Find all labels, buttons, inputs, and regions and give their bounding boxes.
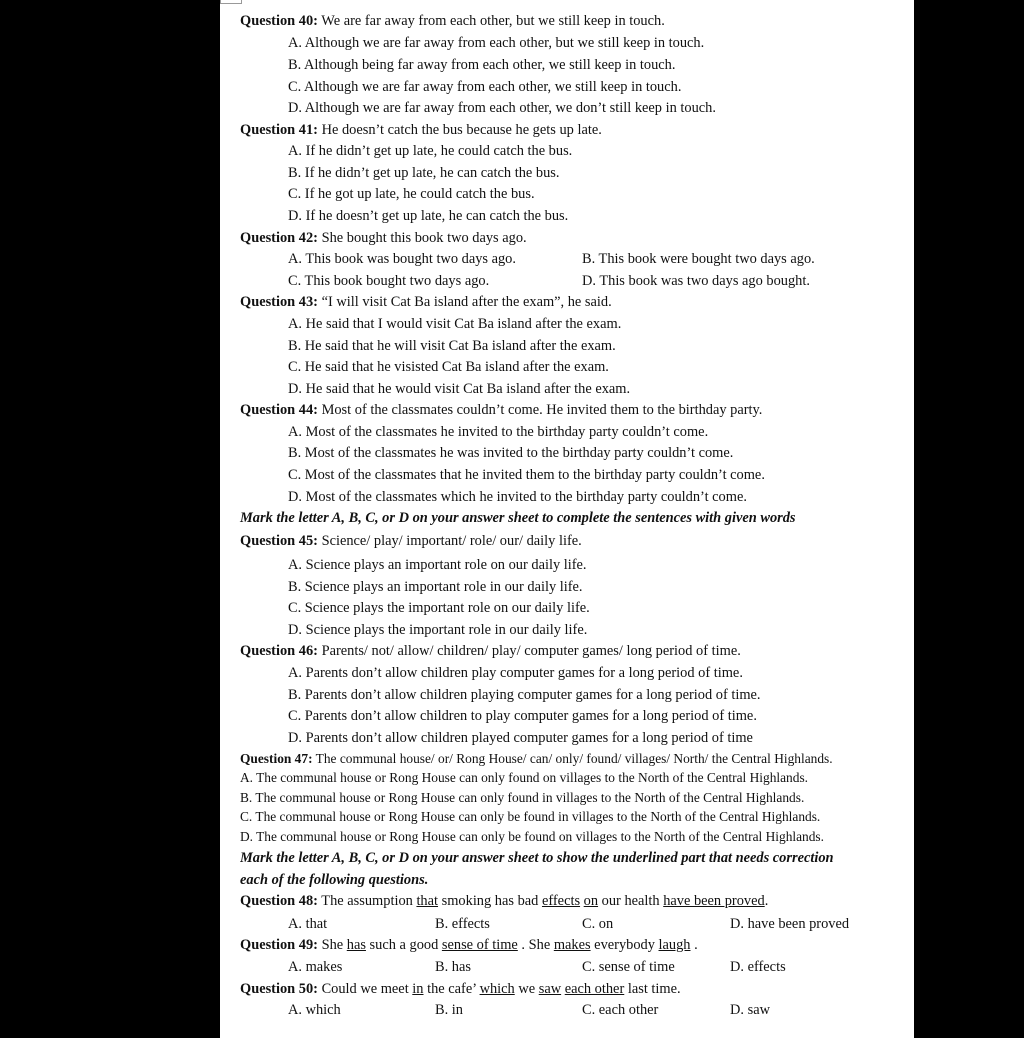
- q43-option-c: C. He said that he visisted Cat Ba island after the exam.: [288, 359, 609, 375]
- question-44-stem: Question 44: Most of the classmates couldn’t come. He invited them to the birthday party.: [240, 402, 763, 418]
- q45-option-a: A. Science plays an important role on our daily life.: [288, 557, 587, 573]
- q41-option-b: B. If he didn’t get up late, he can catch the bus.: [288, 165, 560, 181]
- question-41-stem: Question 41: He doesn’t catch the bus because he gets up late.: [240, 122, 602, 138]
- q50-underlined-d: each other: [564, 981, 625, 997]
- q42-option-c: C. This book bought two days ago.: [288, 273, 490, 289]
- q50-option-d: D. saw: [730, 1002, 770, 1018]
- q49-underlined-c: makes: [553, 937, 591, 953]
- q42-option-a: A. This book was bought two days ago.: [288, 251, 516, 267]
- question-43-stem: Question 43: “I will visit Cat Ba island after the exam”, he said.: [240, 294, 612, 310]
- q50-option-b: B. in: [435, 1002, 463, 1018]
- q49-underlined-b: sense of time: [441, 937, 518, 953]
- q45-option-b: B. Science plays an important role in our daily life.: [288, 579, 583, 595]
- q41-option-a: A. If he didn’t get up late, he could catch the bus.: [288, 143, 573, 159]
- q45-option-d: D. Science plays the important role in our daily life.: [288, 622, 588, 638]
- question-40-stem: Question 40: We are far away from each other, but we still keep in touch.: [240, 13, 665, 29]
- q44-option-a: A. Most of the classmates he invited to the birthday party couldn’t come.: [288, 424, 709, 440]
- q41-option-c: C. If he got up late, he could catch the bus.: [288, 186, 535, 202]
- q48-option-d: D. have been proved: [730, 916, 850, 932]
- q48-underlined-c: on: [583, 893, 599, 909]
- section-instruction-2: Mark the letter A, B, C, or D on your answer sheet to show the underlined part that needs correction: [240, 850, 834, 866]
- question-47-stem: Question 47: The communal house/ or/ Rong House/ can/ only/ found/ villages/ North/ the Central Highlands.: [240, 751, 833, 766]
- q49-option-c: C. sense of time: [582, 959, 675, 975]
- q43-option-a: A. He said that I would visit Cat Ba island after the exam.: [288, 316, 622, 332]
- q44-option-b: B. Most of the classmates he was invited to the birthday party couldn’t come.: [288, 445, 734, 461]
- q46-option-c: C. Parents don’t allow children to play computer games for a long period of time.: [288, 708, 757, 724]
- q50-option-a: A. which: [288, 1002, 341, 1018]
- q46-option-d: D. Parents don’t allow children played computer games for a long period of time: [288, 730, 753, 746]
- q46-option-a: A. Parents don’t allow children play computer games for a long period of time.: [288, 665, 743, 681]
- question-45-stem: Question 45: Science/ play/ important/ role/ our/ daily life.: [240, 533, 582, 549]
- q47-option-b: B. The communal house or Rong House can only found in villages to the North of the Central Highlands.: [240, 790, 805, 805]
- page-corner-mark: [220, 0, 242, 4]
- q43-option-d: D. He said that he would visit Cat Ba island after the exam.: [288, 381, 631, 397]
- question-48-stem: Question 48: The assumption that smoking has bad effects on our health have been proved.: [240, 893, 769, 909]
- q41-option-d: D. If he doesn’t get up late, he can catch the bus.: [288, 208, 569, 224]
- q49-option-a: A. makes: [288, 959, 343, 975]
- q40-option-d: D. Although we are far away from each other, we don’t still keep in touch.: [288, 100, 716, 116]
- q42-option-d: D. This book was two days ago bought.: [582, 273, 810, 289]
- q47-option-a: A. The communal house or Rong House can only found on villages to the North of the Central Highlands.: [240, 770, 809, 785]
- q45-option-c: C. Science plays the important role on our daily life.: [288, 600, 590, 616]
- q48-option-a: A. that: [288, 916, 328, 932]
- q50-option-c: C. each other: [582, 1002, 659, 1018]
- q47-option-c: C. The communal house or Rong House can only be found in villages to the North of the Central Highlands.: [240, 809, 821, 824]
- question-49-stem: Question 49: She has such a good sense of time . She makes everybody laugh .: [240, 937, 698, 953]
- q43-option-b: B. He said that he will visit Cat Ba island after the exam.: [288, 338, 616, 354]
- q49-underlined-a: has: [346, 937, 366, 953]
- q49-underlined-d: laugh: [658, 937, 691, 953]
- q50-underlined-a: in: [412, 981, 424, 997]
- section-instruction-1: Mark the letter A, B, C, or D on your answer sheet to complete the sentences with given words: [240, 510, 796, 526]
- q48-option-b: B. effects: [435, 916, 490, 932]
- q40-option-b: B. Although being far away from each other, we still keep in touch.: [288, 57, 676, 73]
- question-50-stem: Question 50: Could we meet in the cafe’ which we saw each other last time.: [240, 981, 681, 997]
- question-42-stem: Question 42: She bought this book two days ago.: [240, 230, 527, 246]
- q50-underlined-b: which: [479, 981, 515, 997]
- q42-option-b: B. This book were bought two days ago.: [582, 251, 815, 267]
- q44-option-c: C. Most of the classmates that he invited them to the birthday party couldn’t come.: [288, 467, 765, 483]
- q49-option-b: B. has: [435, 959, 471, 975]
- q48-option-c: C. on: [582, 916, 614, 932]
- q48-underlined-d: have been proved: [663, 893, 765, 909]
- q46-option-b: B. Parents don’t allow children playing computer games for a long period of time.: [288, 687, 761, 703]
- q40-option-a: A. Although we are far away from each other, but we still keep in touch.: [288, 35, 705, 51]
- q47-option-d: D. The communal house or Rong House can only be found on villages to the North of the Central Highlands.: [240, 829, 824, 844]
- q48-underlined-a: that: [416, 893, 439, 909]
- q40-option-c: C. Although we are far away from each other, we still keep in touch.: [288, 79, 682, 95]
- q50-underlined-c: saw: [538, 981, 562, 997]
- q44-option-d: D. Most of the classmates which he invited to the birthday party couldn’t come.: [288, 489, 747, 505]
- q48-underlined-b: effects: [541, 893, 581, 909]
- section-instruction-2-cont: each of the following questions.: [240, 872, 429, 888]
- q49-option-d: D. effects: [730, 959, 786, 975]
- question-46-stem: Question 46: Parents/ not/ allow/ children/ play/ computer games/ long period of time.: [240, 643, 741, 659]
